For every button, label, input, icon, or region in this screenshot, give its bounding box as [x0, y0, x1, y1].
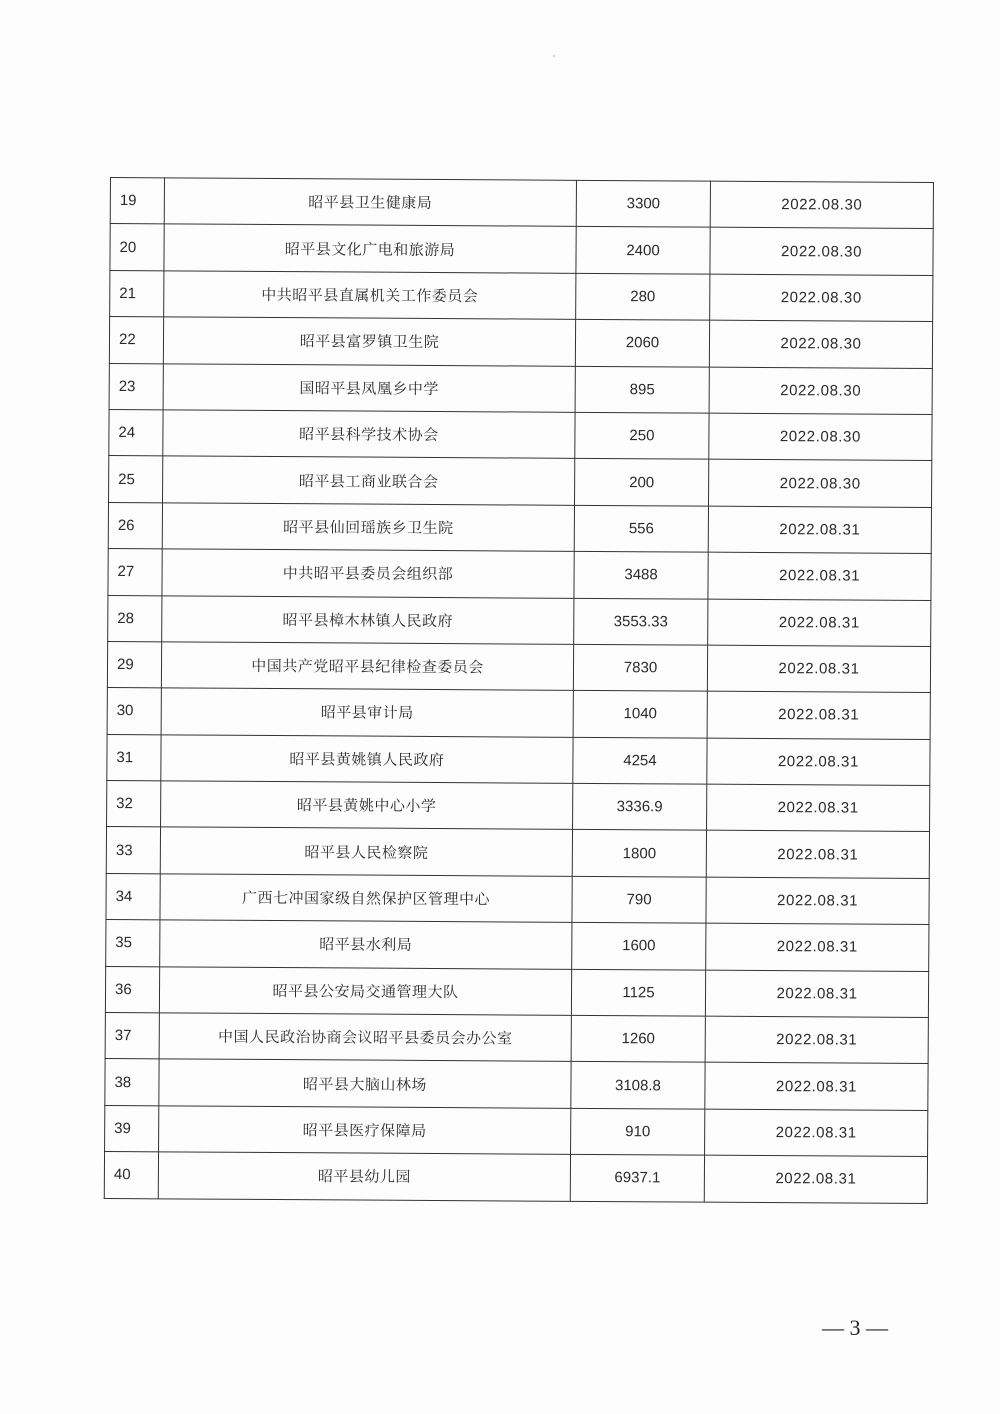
row-number: 20 — [110, 224, 164, 271]
table-row — [105, 1013, 928, 1064]
date: 2022.08.31 — [706, 923, 929, 971]
unit-name: 昭平县富罗镇卫生院 — [163, 317, 575, 366]
table-row — [107, 781, 930, 832]
table-body — [104, 178, 933, 1204]
amount: 556 — [574, 505, 708, 552]
page-number: — 3 — — [822, 1315, 888, 1340]
row-number: 27 — [108, 549, 162, 596]
table-row — [107, 734, 930, 785]
amount: 790 — [572, 876, 706, 923]
table-row — [108, 549, 931, 600]
unit-name: 昭平县黄姚镇人民政府 — [161, 735, 573, 784]
table-row — [105, 1059, 928, 1110]
row-number: 37 — [105, 1013, 159, 1060]
donation-table-container — [104, 177, 942, 1204]
table-row — [108, 502, 931, 553]
table-row — [105, 966, 928, 1017]
table-row — [106, 827, 929, 878]
table-row — [109, 409, 932, 460]
unit-name: 昭平县樟木林镇人民政府 — [162, 595, 574, 644]
row-number: 39 — [105, 1105, 159, 1152]
unit-name: 昭平县水利局 — [160, 920, 572, 969]
amount: 3488 — [574, 551, 708, 598]
unit-name: 中国人民政治协商会议昭平县委员会办公室 — [159, 1013, 571, 1062]
table-row — [109, 456, 932, 507]
table-row — [107, 688, 930, 739]
amount: 7830 — [573, 644, 707, 691]
unit-name: 昭平县大脑山林场 — [159, 1059, 571, 1108]
table-row — [106, 920, 929, 971]
date: 2022.08.31 — [705, 1063, 928, 1111]
row-number: 35 — [106, 920, 160, 967]
table-row — [107, 641, 930, 692]
table-row — [109, 317, 932, 368]
row-number: 29 — [107, 641, 161, 688]
date: 2022.08.31 — [707, 691, 930, 739]
amount: 1600 — [572, 923, 706, 970]
donation-table — [104, 177, 934, 1204]
table-row — [110, 224, 933, 275]
table-row — [109, 363, 932, 414]
date: 2022.08.31 — [707, 645, 930, 693]
row-number: 21 — [110, 270, 164, 317]
row-number: 40 — [104, 1152, 158, 1199]
row-number: 32 — [107, 781, 161, 828]
row-number: 31 — [107, 734, 161, 781]
amount: 2400 — [576, 227, 710, 274]
amount: 2060 — [575, 320, 709, 367]
row-number: 36 — [105, 966, 159, 1013]
unit-name: 昭平县审计局 — [161, 688, 573, 737]
amount: 3108.8 — [571, 1062, 705, 1109]
amount: 200 — [575, 459, 709, 506]
date: 2022.08.30 — [709, 413, 932, 461]
table-row — [108, 595, 931, 646]
amount: 1125 — [571, 969, 705, 1016]
date: 2022.08.31 — [708, 552, 931, 600]
amount: 1040 — [573, 691, 707, 738]
unit-name: 昭平县工商业联合会 — [163, 456, 575, 505]
table-row — [110, 178, 933, 229]
date: 2022.08.30 — [710, 228, 933, 276]
amount: 1260 — [571, 1015, 705, 1062]
unit-name: 昭平县黄姚中心小学 — [161, 781, 573, 830]
row-number: 30 — [107, 688, 161, 735]
row-number: 34 — [106, 873, 160, 920]
amount: 4254 — [573, 737, 707, 784]
row-number: 26 — [108, 502, 162, 549]
row-number: 25 — [109, 456, 163, 503]
date: 2022.08.31 — [705, 970, 928, 1018]
amount: 3553.33 — [574, 598, 708, 645]
unit-name: 昭平县卫生健康局 — [164, 178, 576, 227]
date: 2022.08.31 — [708, 599, 931, 647]
row-number: 23 — [109, 363, 163, 410]
amount: 910 — [571, 1108, 705, 1155]
amount: 280 — [576, 273, 710, 320]
table-row — [105, 1105, 928, 1156]
date: 2022.08.30 — [709, 460, 932, 508]
scan-speck — [553, 55, 555, 57]
unit-name: 国昭平县凤凰乡中学 — [163, 363, 575, 412]
amount: 3336.9 — [573, 783, 707, 830]
amount: 250 — [575, 412, 709, 459]
unit-name: 昭平县公安局交通管理大队 — [159, 966, 571, 1015]
row-number: 28 — [108, 595, 162, 642]
unit-name: 昭平县人民检察院 — [160, 827, 572, 876]
unit-name: 昭平县科学技术协会 — [163, 410, 575, 459]
date: 2022.08.31 — [708, 506, 931, 554]
table-row — [106, 873, 929, 924]
date: 2022.08.31 — [707, 738, 930, 786]
unit-name: 昭平县幼儿园 — [158, 1152, 570, 1201]
table-row — [104, 1152, 927, 1203]
amount: 6937.1 — [570, 1155, 704, 1202]
row-number: 33 — [106, 827, 160, 874]
row-number: 19 — [110, 178, 164, 225]
table-row — [110, 270, 933, 321]
unit-name: 昭平县仙回瑶族乡卫生院 — [162, 503, 574, 552]
date: 2022.08.31 — [705, 1016, 928, 1064]
unit-name: 中共昭平县直属机关工作委员会 — [164, 271, 576, 320]
unit-name: 中国共产党昭平县纪律检查委员会 — [161, 642, 573, 691]
date: 2022.08.31 — [705, 1109, 928, 1157]
date: 2022.08.31 — [706, 831, 929, 879]
unit-name: 广西七冲国家级自然保护区管理中心 — [160, 874, 572, 923]
date: 2022.08.30 — [709, 367, 932, 415]
row-number: 22 — [109, 317, 163, 364]
date: 2022.08.31 — [706, 877, 929, 925]
date: 2022.08.30 — [710, 181, 933, 229]
date: 2022.08.31 — [704, 1155, 927, 1203]
row-number: 38 — [105, 1059, 159, 1106]
unit-name: 中共昭平县委员会组织部 — [162, 549, 574, 598]
amount: 3300 — [576, 180, 710, 227]
row-number: 24 — [109, 409, 163, 456]
unit-name: 昭平县医疗保障局 — [159, 1106, 571, 1155]
date: 2022.08.30 — [709, 320, 932, 368]
unit-name: 昭平县文化广电和旅游局 — [164, 224, 576, 273]
date: 2022.08.31 — [707, 784, 930, 832]
date: 2022.08.30 — [710, 274, 933, 322]
amount: 1800 — [572, 830, 706, 877]
amount: 895 — [575, 366, 709, 413]
